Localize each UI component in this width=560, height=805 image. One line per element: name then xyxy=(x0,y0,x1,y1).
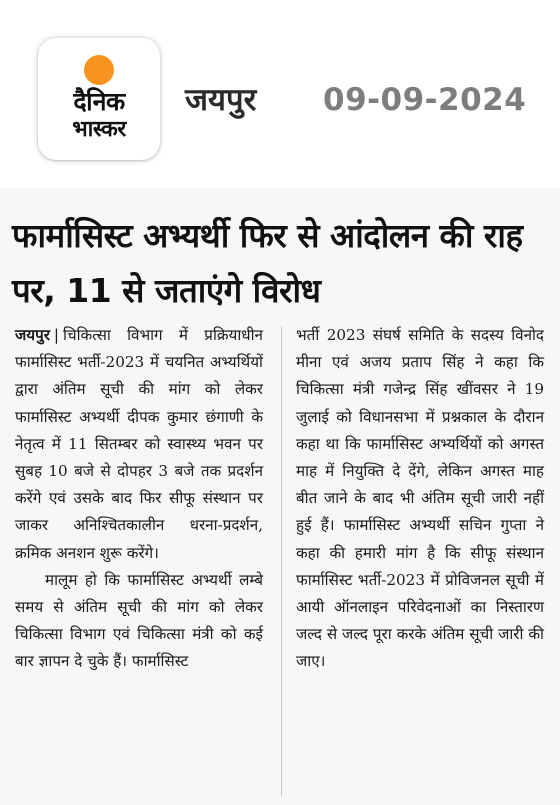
article-dateline: जयपुर xyxy=(15,326,50,344)
newspaper-header xyxy=(0,0,560,175)
dainik-bhaskar-logo xyxy=(38,38,160,160)
article-paragraph-1 xyxy=(15,322,263,567)
article-column-left xyxy=(15,322,263,676)
dateline-separator: | xyxy=(53,326,60,344)
edition-date: 09-09-2024 xyxy=(323,82,527,118)
logo-text-line1: दैनिक xyxy=(73,87,125,116)
article-headline: फार्मासिस्ट अभ्यर्थी फिर से आंदोलन की राह पर, 11 से जताएंगे विरोध xyxy=(12,216,523,310)
edition-city: जयपुर xyxy=(185,82,257,118)
sun-logo-icon xyxy=(84,55,114,85)
column-divider xyxy=(281,326,282,796)
article-column-right xyxy=(296,322,544,676)
article-paragraph-1-text: चिकित्सा विभाग में प्रक्रियाधीन फार्मासिस्ट भर्ती-2023 में चयनित अभ्यर्थियों द्वारा अंतिम सूची की मांग को लेकर फार्मासिस्ट अभ्यर्थी दीपक कुमार छंगाणी के नेतृत्व में 11 सितम्बर को स्वास्थ्य भवन पर सुबह 10 बजे से दोपहर 3 बजे तक प्रदर्शन करेंगे एवं उसके बाद फिर सीफू संस्थान पर जाकर अनिश्चितकालीन धरना-प्रदर्शन, क्रमिक अनशन शुरू करेंगे। xyxy=(15,326,263,562)
article-paragraph-3: भर्ती 2023 संघर्ष समिति के सदस्य विनोद मीना एवं अजय प्रताप सिंह ने कहा कि चिकित्सा मंत्री गजेन्द्र सिंह खींवसर ने 19 जुलाई को विधानसभा में प्रश्नकाल के दौरान कहा था कि फार्मासिस्ट अभ्यर्थियों को अगस्त माह में नियुक्ति दे देंगे, लेकिन अगस्त माह बीत जाने के बाद भी अंतिम सूची जारी नहीं हुई हैं। फार्मासिस्ट अभ्यर्थी सचिन गुप्ता ने कहा की हमारी मांग है कि सीफू संस्थान फार्मासिस्ट भर्ती-2023 में प्रोविजनल सूची में आयी ऑनलाइन परिवेदनाओं का निस्तारण जल्द से जल्द पूरा करके अंतिम सूची जारी की जाए। xyxy=(296,326,544,671)
logo-text-line2: भास्कर xyxy=(72,117,126,142)
article-paragraph-2: मालूम हो कि फार्मासिस्ट अभ्यर्थी लम्बे समय से अंतिम सूची की मांग को लेकर चिकित्सा विभाग एवं चिकित्सा मंत्री को कई बार ज्ञापन दे चुके हैं। फार्मासिस्ट xyxy=(15,570,263,671)
